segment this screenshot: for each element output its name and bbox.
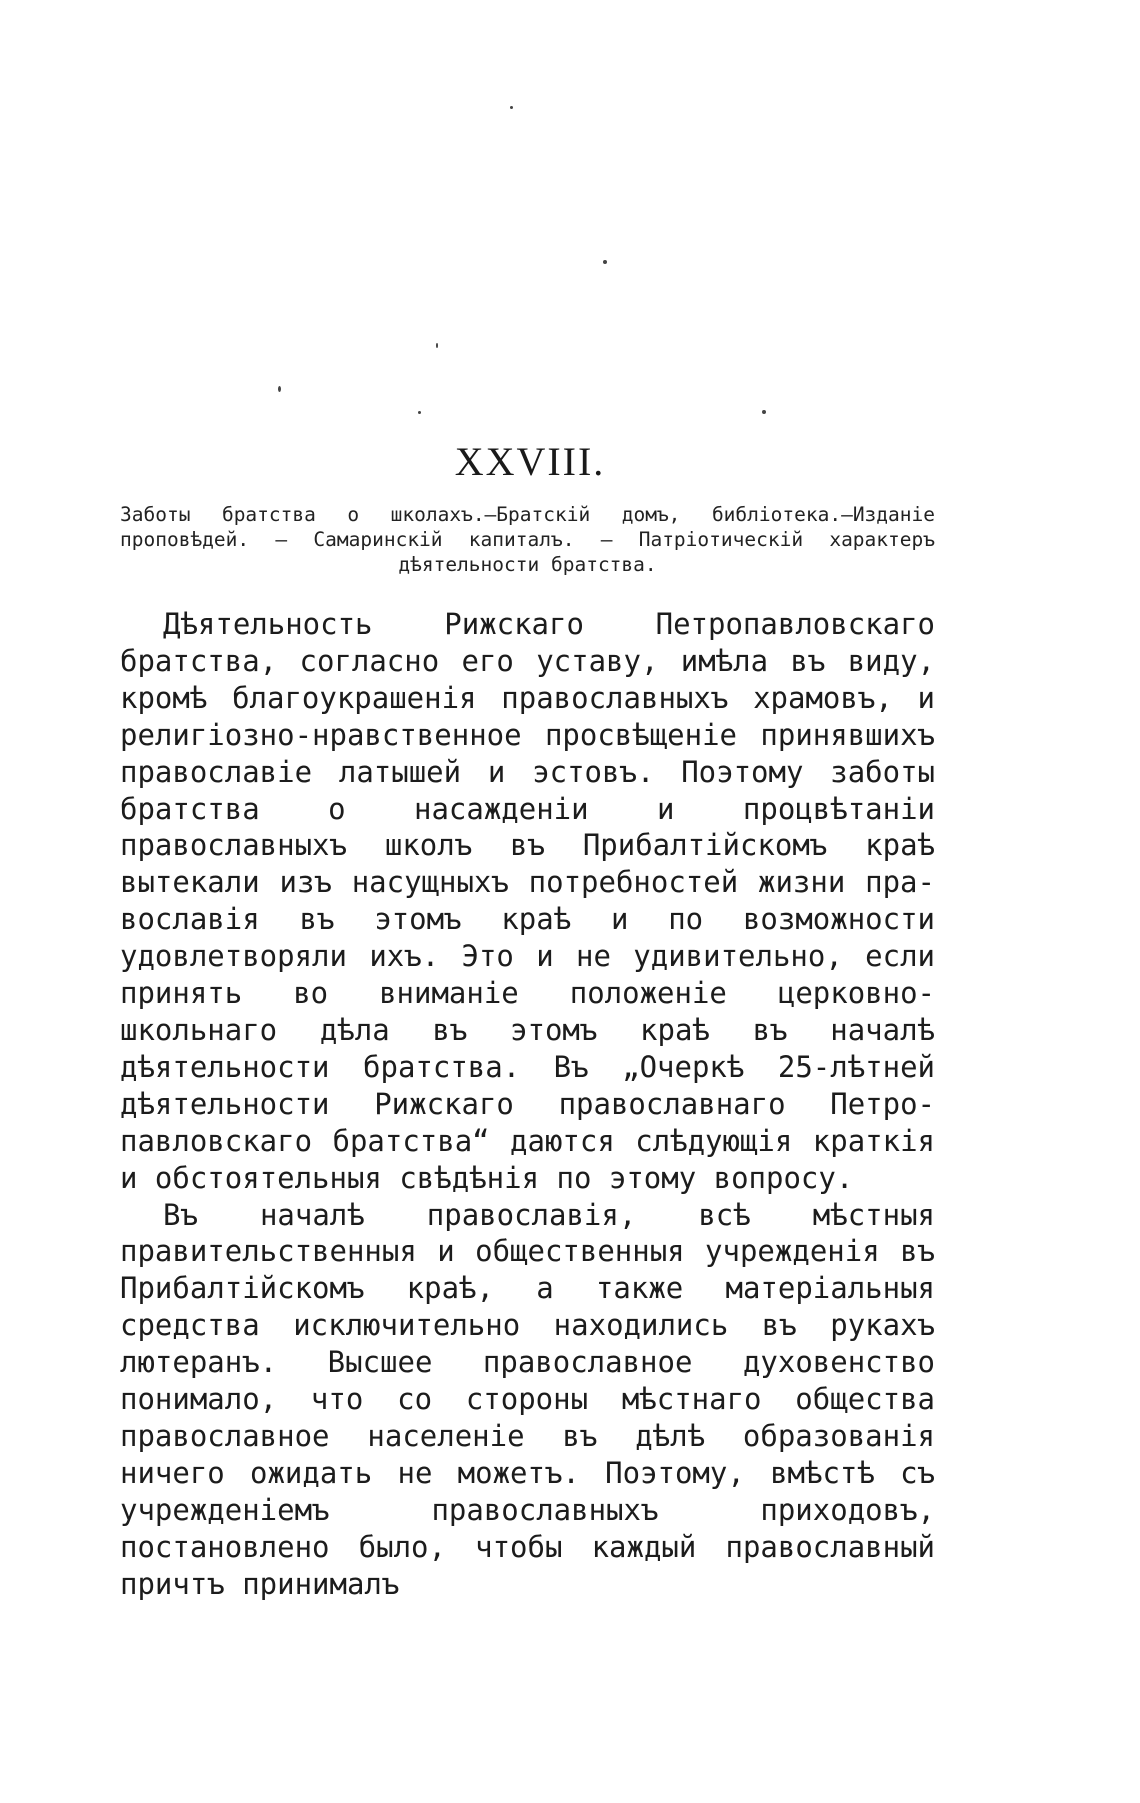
chapter-number: XXVIII. <box>454 439 606 484</box>
scan-speck <box>436 343 438 348</box>
scan-speck <box>762 410 766 414</box>
scan-speck <box>278 386 281 392</box>
scan-speck <box>603 260 607 264</box>
paragraph: Въ началѣ православія, всѣ мѣстныя правительственныя и общественныя учрежденія въ Прибалтійскомъ краѣ, а также матеріальныя средства исключительно находились въ рукахъ лютеранъ. Высшее православное духовенство понимало, что со стороны мѣстнаго общества православное населеніе въ дѣлѣ образованія ничего ожидать не можетъ. Поэтому, вмѣстѣ съ учрежденіемъ православныхъ приходовъ, постановлено было, чтобы каждый православный причтъ принималъ <box>120 1197 935 1601</box>
scan-speck <box>510 106 513 109</box>
body-text <box>120 606 935 1602</box>
scan-speck <box>418 411 421 414</box>
chapter-summary: Заботы братства о школахъ.—Братскій домъ, библіотека.—Изданіе проповѣдей. — Самаринскій капиталъ. — Патріотическій характеръ дѣятельности братства. <box>120 503 935 576</box>
paragraph: Дѣятельность Рижскаго Петропавловскаго братства, согласно его уставу, имѣла въ виду, кромѣ благоукрашенія православныхъ храмовъ, и религіозно-нравственное просвѣщеніе принявшихъ православіе латышей и эстовъ. Поэтому заботы братства о насажденіи и процвѣтаніи православныхъ школъ въ Прибалтійскомъ краѣ вытекали изъ насущныхъ потребностей жизни православія въ этомъ краѣ и по возможности удовлетворяли ихъ. Это и не удивительно, если принять во вниманіе положеніе церковно-школьнаго дѣла въ этомъ краѣ въ началѣ дѣятельности братства. Въ „Очеркѣ 25-лѣтней дѣятельности Рижскаго православнаго Петропавловскаго братства“ даются слѣдующія краткія и обстоятельныя свѣдѣнія по этому вопросу. <box>120 607 935 1195</box>
